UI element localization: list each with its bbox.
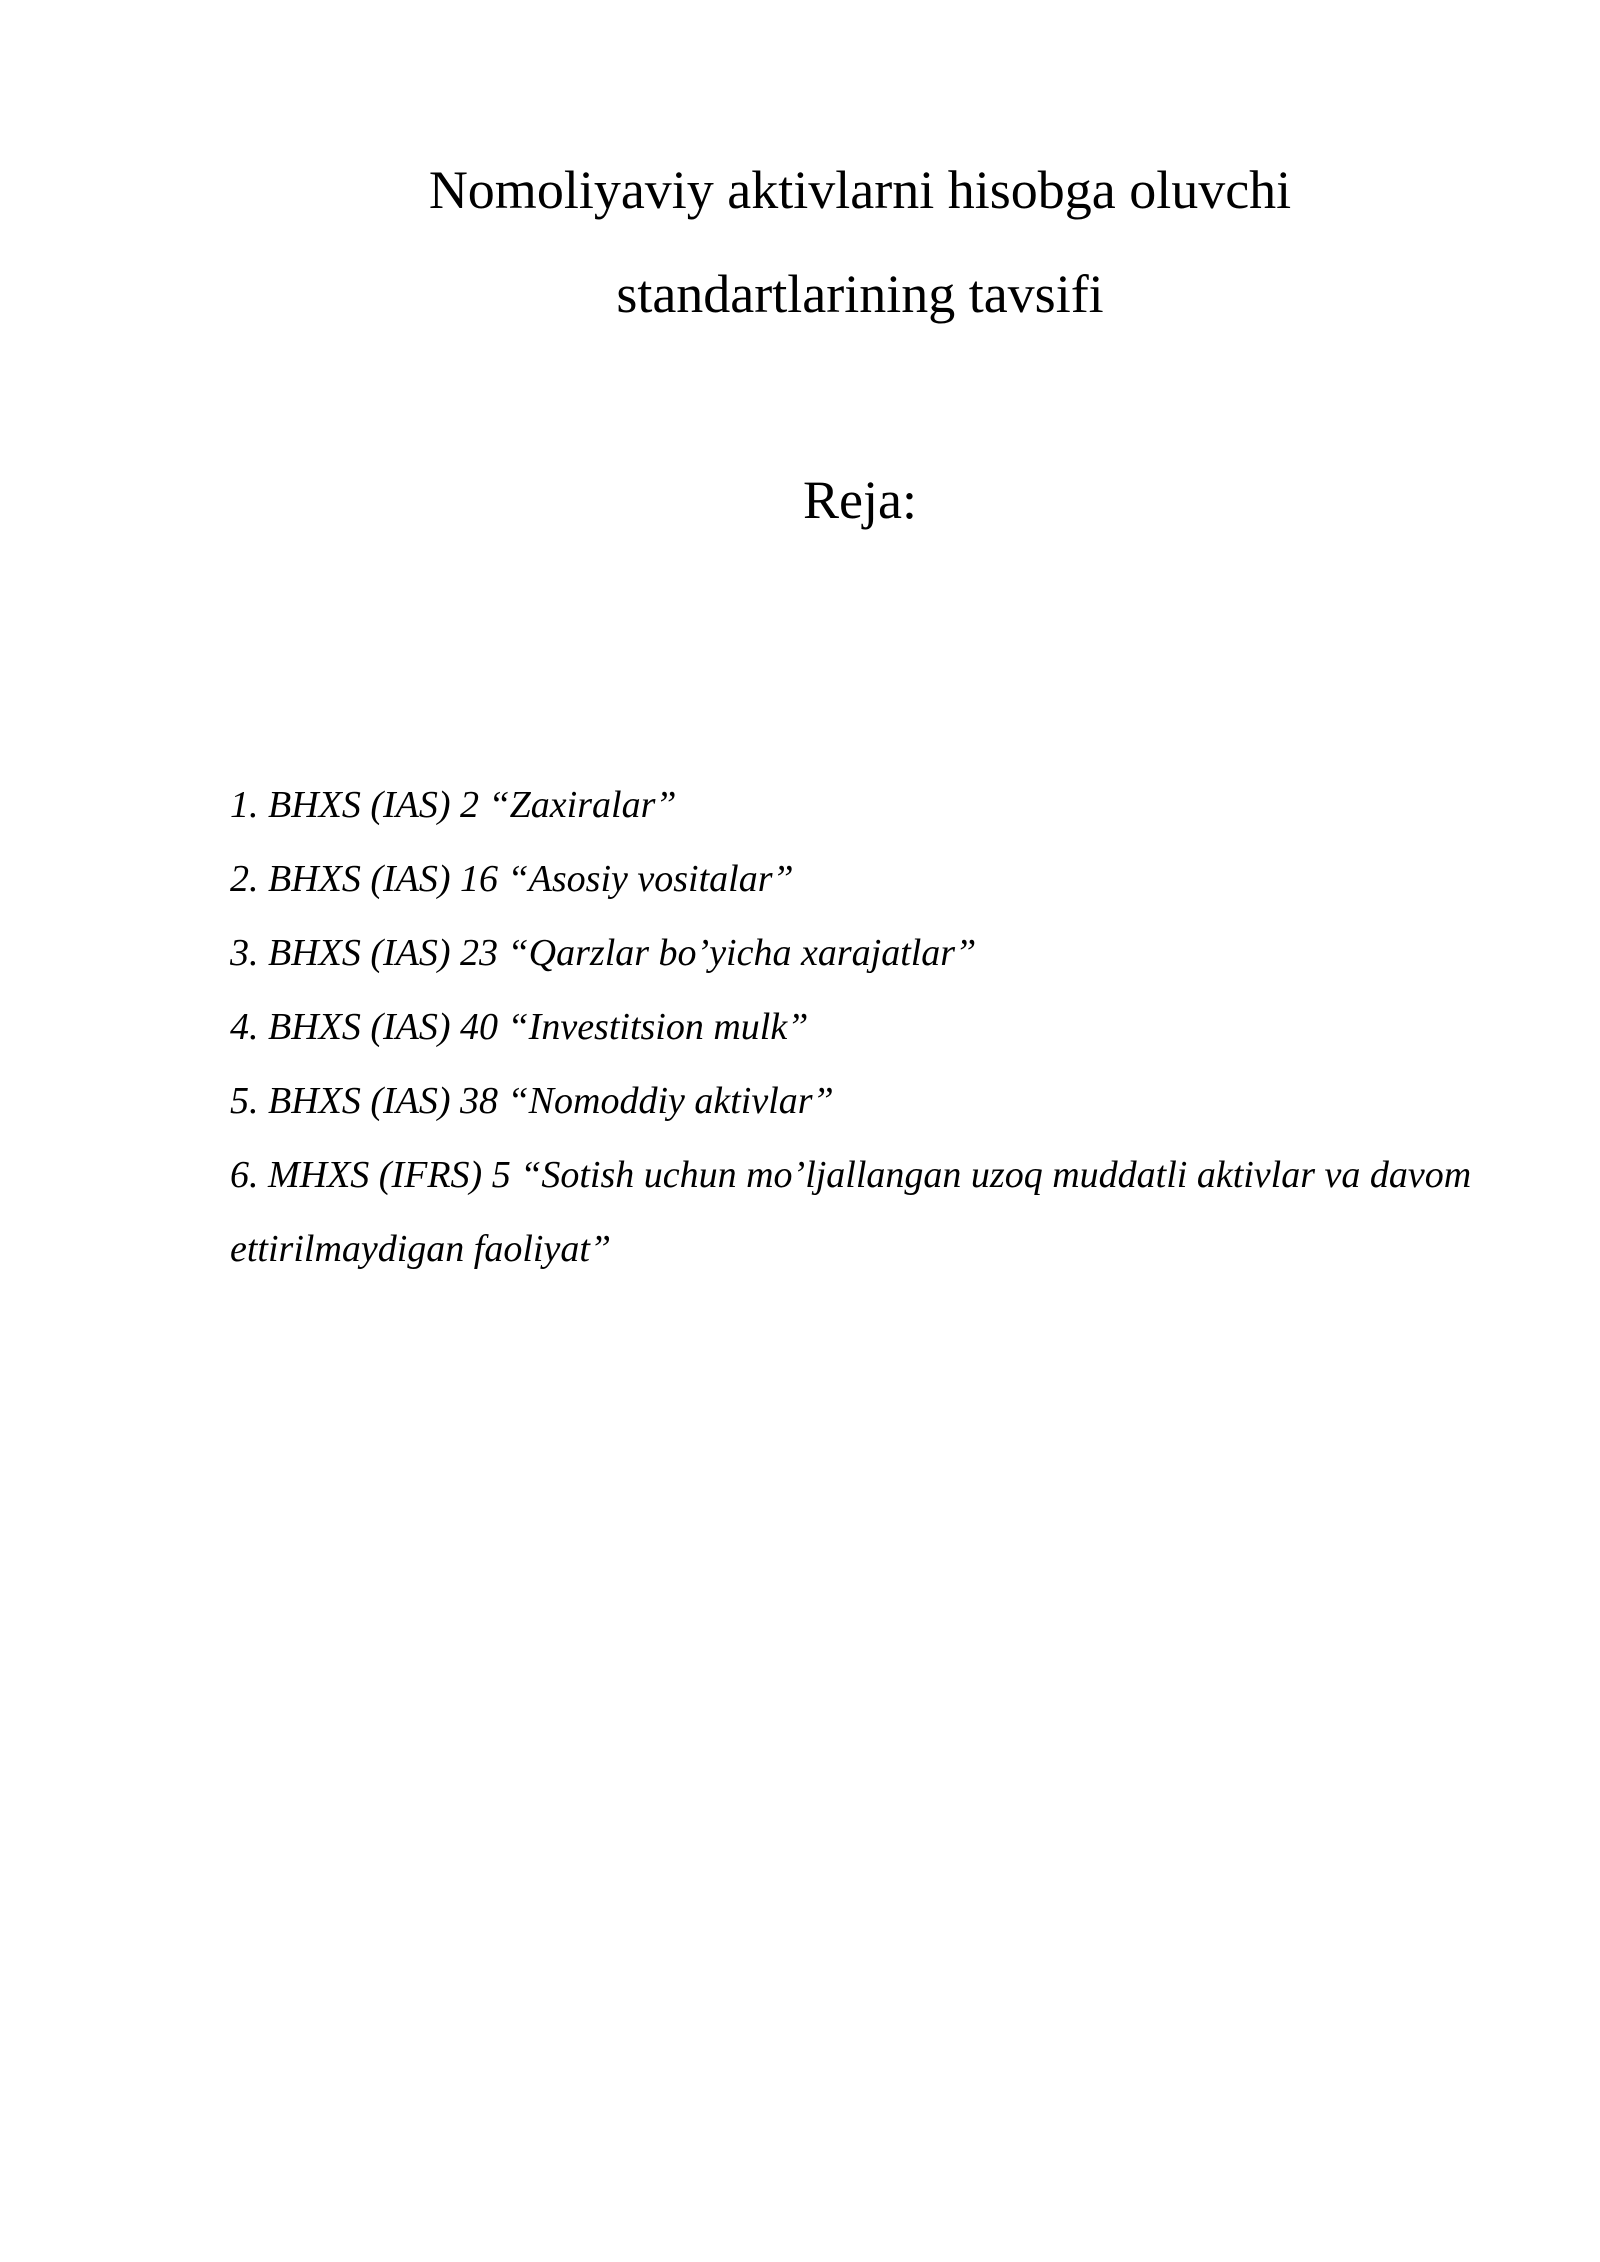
document-title-line-1: Nomoliyaviy aktivlarni hisobga oluvchi [428, 160, 1292, 220]
plan-item: 1. BHXS (IAS) 2 “Zaxiralar” [230, 784, 677, 826]
document-title-line-2: standartlarining tavsifi [616, 264, 1104, 324]
plan-item: 5. BHXS (IAS) 38 “Nomoddiy aktivlar” [230, 1080, 834, 1122]
plan-item: 2. BHXS (IAS) 16 “Asosiy vositalar” [230, 858, 794, 900]
plan-list [230, 768, 1530, 1286]
plan-heading: Reja: [803, 470, 917, 530]
plan-item: 3. BHXS (IAS) 23 “Qarzlar bo’yicha xarajatlar” [230, 932, 977, 974]
plan-item: 6. MHXS (IFRS) 5 “Sotish uchun mo’ljallangan uzoq muddatli aktivlar va davom ettirilmaydigan faoliyat” [230, 1154, 1472, 1270]
plan-item: 4. BHXS (IAS) 40 “Investitsion mulk” [230, 1006, 809, 1048]
